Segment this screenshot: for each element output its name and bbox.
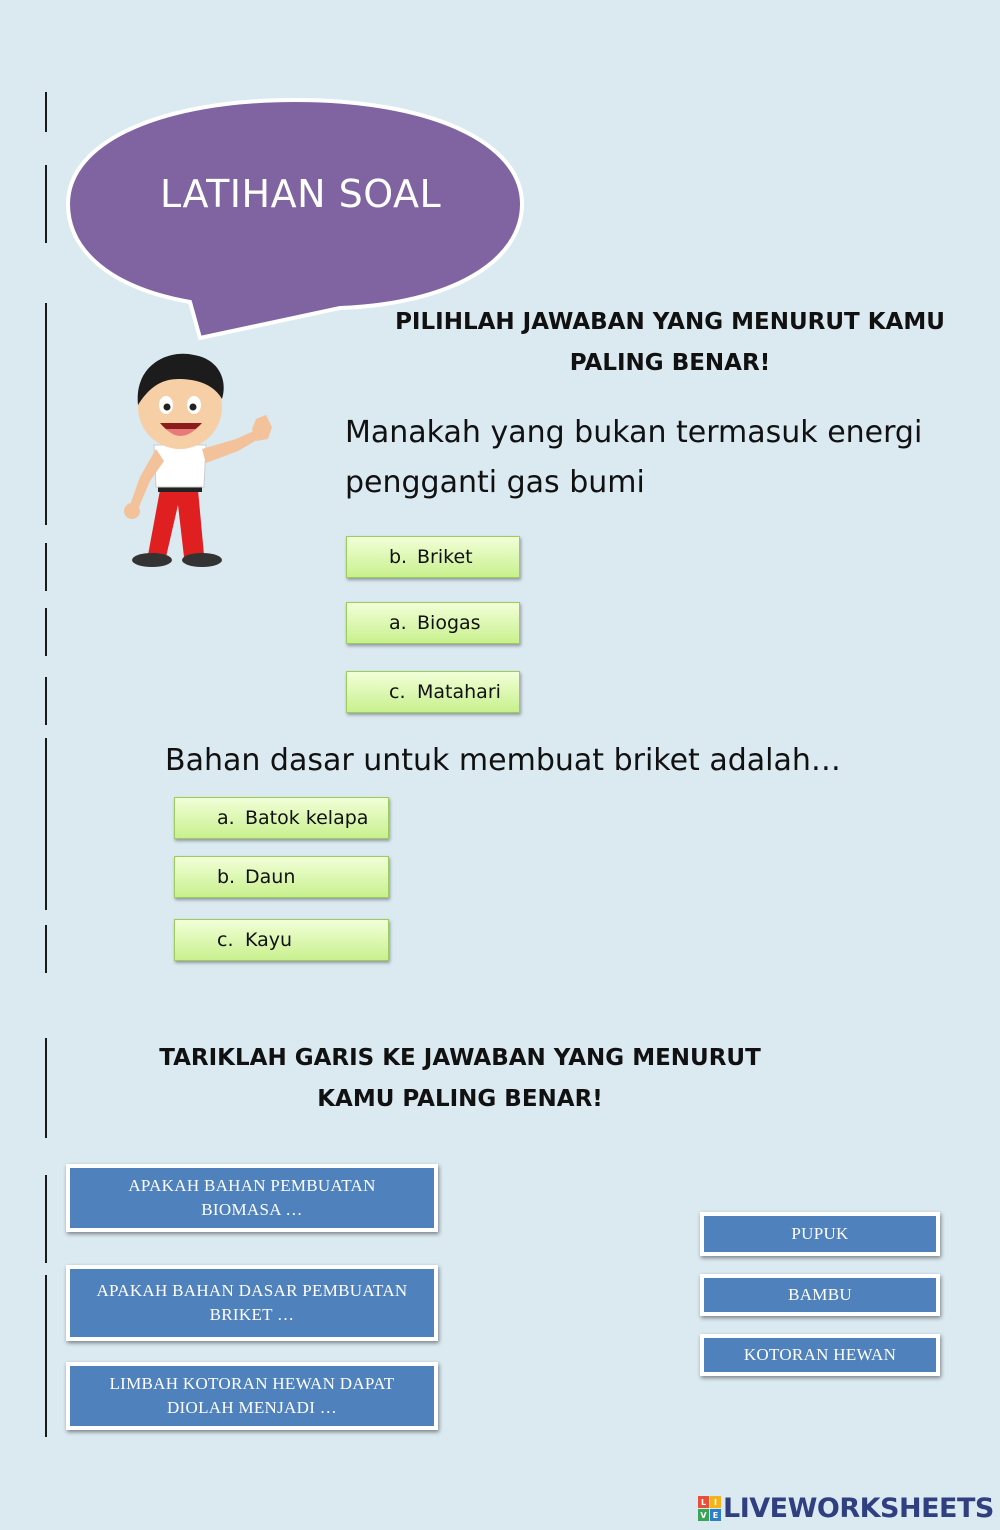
logo-letter: L <box>698 1496 709 1508</box>
option-label: Kayu <box>245 929 293 951</box>
margin-line <box>45 1275 47 1437</box>
match-text-line: APAKAH BAHAN PEMBUATAN <box>128 1176 376 1195</box>
liveworksheets-logo <box>698 1493 994 1524</box>
answer-option-batok-kelapa[interactable] <box>174 797 389 839</box>
margin-line <box>45 677 47 725</box>
logo-text: LIVEWORKSHEETS <box>723 1493 994 1524</box>
match-answer-kotoran-hewan[interactable]: KOTORAN HEWAN <box>700 1334 940 1376</box>
instruction-line: PILIHLAH JAWABAN YANG MENURUT KAMU <box>395 309 945 335</box>
option-label: Daun <box>245 866 296 888</box>
question-2: Bahan dasar untuk membuat briket adalah… <box>165 743 841 778</box>
logo-letter: V <box>698 1509 709 1521</box>
margin-line <box>45 543 47 591</box>
match-text-line: DIOLAH MENJADI … <box>166 1398 338 1417</box>
margin-line <box>45 738 47 910</box>
logo-letter: E <box>710 1509 721 1521</box>
match-question-briket[interactable] <box>66 1265 438 1341</box>
answer-option-briket[interactable] <box>346 536 520 578</box>
option-label: Batok kelapa <box>245 807 369 829</box>
match-text-line: BIOMASA … <box>201 1200 303 1219</box>
option-letter: b. <box>217 866 236 888</box>
margin-line <box>45 92 47 132</box>
match-question-biomasa[interactable] <box>66 1164 438 1232</box>
match-question-limbah[interactable] <box>66 1362 438 1430</box>
match-text-line: BRIKET … <box>209 1305 295 1324</box>
logo-letter: I <box>710 1496 721 1508</box>
instruction-line: KAMU PALING BENAR! <box>317 1086 603 1112</box>
answer-option-daun[interactable] <box>174 856 389 898</box>
option-letter: c. <box>389 681 406 703</box>
option-label: Matahari <box>417 681 501 703</box>
instruction-line: TARIKLAH GARIS KE JAWABAN YANG MENURUT <box>159 1045 761 1071</box>
match-text-line: APAKAH BAHAN DASAR PEMBUATAN <box>96 1281 408 1300</box>
cartoon-boy-illustration <box>118 345 278 575</box>
question-1 <box>345 408 965 508</box>
margin-line <box>45 608 47 656</box>
margin-line <box>45 925 47 973</box>
option-letter: a. <box>217 807 235 829</box>
option-letter: c. <box>217 929 234 951</box>
question-line: pengganti gas bumi <box>345 465 645 500</box>
match-answer-pupuk[interactable]: PUPUK <box>700 1212 940 1256</box>
match-text-line: LIMBAH KOTORAN HEWAN DAPAT <box>109 1374 395 1393</box>
option-letter: b. <box>389 546 408 568</box>
option-label: Briket <box>417 546 473 568</box>
option-letter: a. <box>389 612 407 634</box>
margin-line <box>45 303 47 525</box>
answer-option-biogas[interactable] <box>346 602 520 644</box>
bubble-title: LATIHAN SOAL <box>160 172 442 216</box>
answer-option-kayu[interactable] <box>174 919 389 961</box>
margin-line <box>45 165 47 243</box>
instruction-line: PALING BENAR! <box>569 350 771 376</box>
instruction-heading-1 <box>395 302 945 384</box>
question-line: Manakah yang bukan termasuk energi <box>345 415 923 450</box>
option-label: Biogas <box>417 612 481 634</box>
answer-option-matahari[interactable] <box>346 671 520 713</box>
logo-grid-icon <box>698 1496 721 1521</box>
margin-line <box>45 1038 47 1138</box>
match-answer-bambu[interactable]: BAMBU <box>700 1274 940 1316</box>
margin-line <box>45 1175 47 1263</box>
instruction-heading-2 <box>150 1038 770 1120</box>
